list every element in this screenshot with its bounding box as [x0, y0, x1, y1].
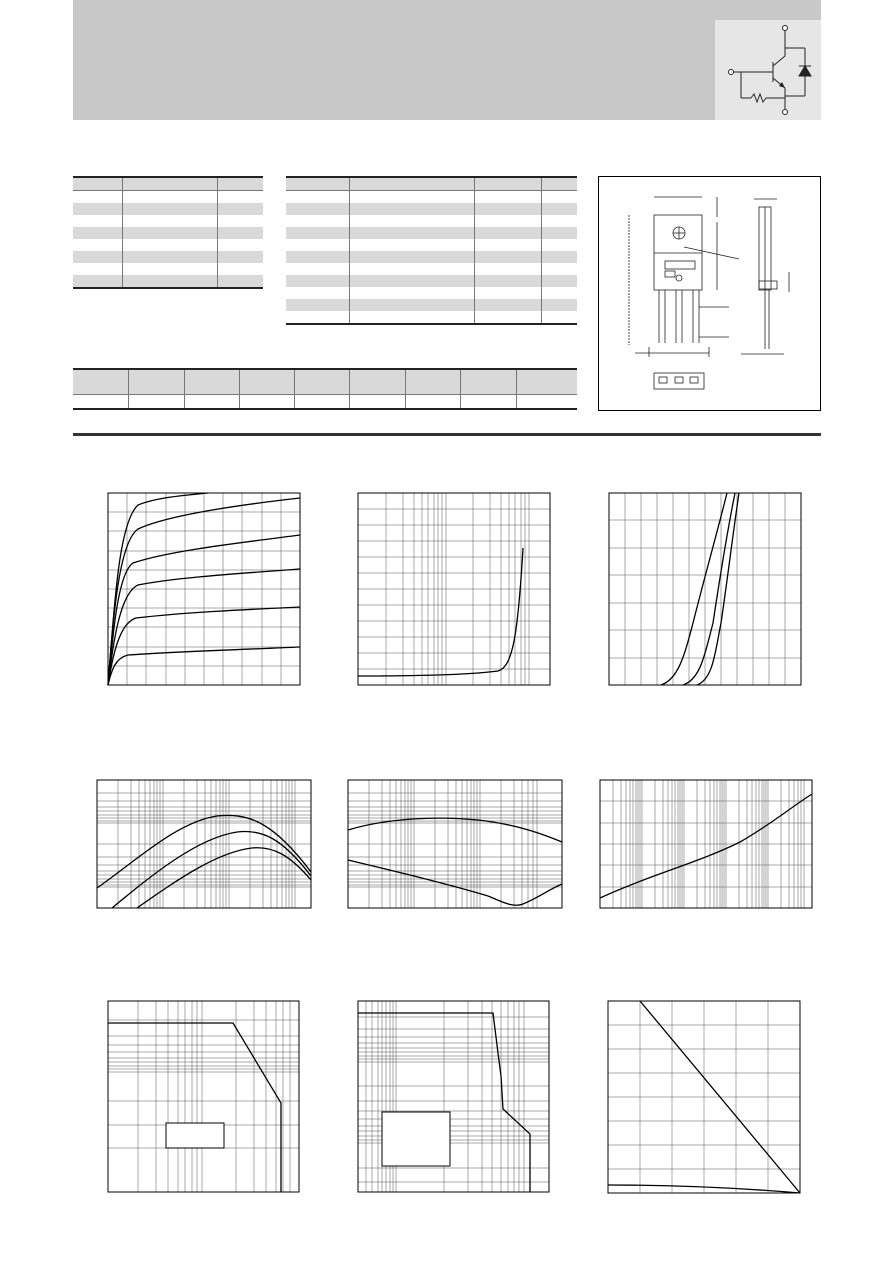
hfe-rank-table [73, 368, 577, 410]
graph-hfe-ic [97, 780, 311, 908]
absolute-max-ratings-table [73, 176, 263, 289]
sao2-legend-box [382, 1112, 450, 1166]
graph-vcesat-ic [358, 493, 550, 685]
graph-safe-operating-area-1 [108, 1001, 299, 1192]
graph-pc-ta [608, 1001, 800, 1193]
graph-ic-vbe [609, 493, 801, 685]
graph-ic-vce [108, 493, 300, 685]
electrical-characteristics-table [286, 176, 577, 325]
header-band [73, 0, 821, 120]
darlington-symbol-icon [715, 20, 821, 120]
graph-vsat-ic [348, 780, 562, 908]
section-divider [73, 433, 821, 436]
sao-legend-box [166, 1123, 224, 1148]
graph-safe-operating-area-2 [358, 1001, 549, 1192]
graph-rth-t [600, 780, 812, 908]
package-outline-drawing [598, 176, 821, 411]
